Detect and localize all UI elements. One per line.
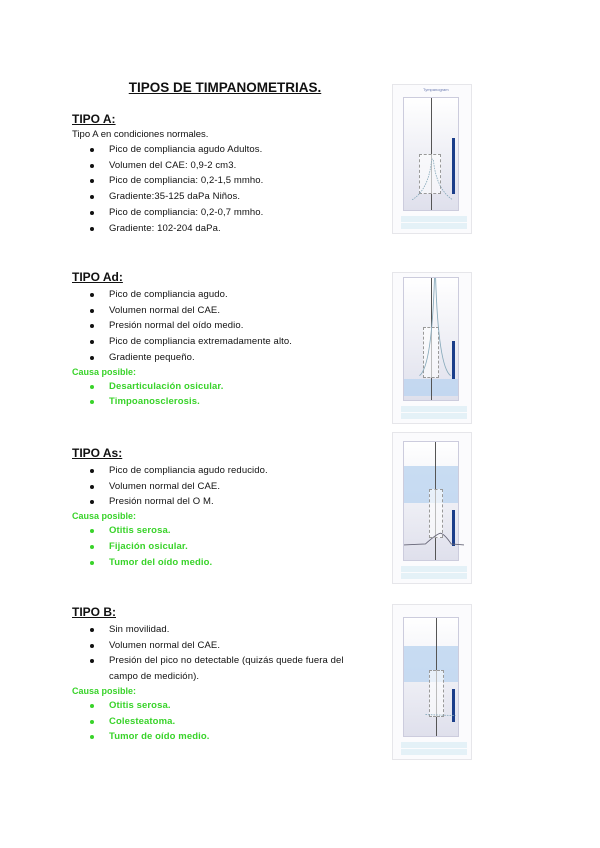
cause-item: Timpoanosclerosis.: [72, 394, 372, 410]
cause-list: [72, 379, 372, 410]
tympanogram-curve: [404, 618, 464, 736]
cause-list: [72, 698, 372, 745]
tympanogram-type-a: [392, 84, 472, 234]
cause-item: Otitis serosa.: [72, 523, 372, 539]
tympanogram-curve: [404, 442, 464, 560]
figure-footer: [401, 742, 467, 756]
list-item: Volumen normal del CAE.: [72, 638, 372, 654]
list-item: Volumen del CAE: 0,9-2 cm3.: [72, 158, 372, 174]
figure-header: Tympanogram: [423, 87, 449, 92]
cause-label: Causa posible:: [72, 366, 137, 377]
cause-item: Colesteatoma.: [72, 714, 372, 730]
section-intro: Tipo A en condiciones normales.: [72, 129, 209, 140]
section-heading: TIPO B:: [72, 605, 116, 619]
list-item: Pico de compliancia agudo Adultos.: [72, 142, 372, 158]
feature-list: [72, 463, 372, 510]
feature-list: [72, 287, 372, 366]
cause-label: Causa posible:: [72, 511, 137, 522]
figure-footer: [401, 406, 467, 420]
tympanogram-type-as: [392, 432, 472, 584]
figure-footer: [401, 216, 467, 230]
plot-area: [403, 617, 459, 737]
cause-list: [72, 523, 372, 570]
cause-item: Tumor del oído medio.: [72, 555, 372, 571]
plot-area: [403, 441, 459, 561]
plot-area: [403, 277, 459, 401]
section-tipo-b: [72, 605, 372, 745]
list-item: Gradiente: 102-204 daPa.: [72, 221, 372, 237]
list-item: Presión normal del oído medio.: [72, 318, 372, 334]
list-item: Gradiente:35-125 daPa Niños.: [72, 189, 372, 205]
plot-area: [403, 97, 459, 211]
cause-item: Fijación osicular.: [72, 539, 372, 555]
cause-label: Causa posible:: [72, 685, 137, 696]
cause-item: Desarticulación osicular.: [72, 379, 372, 395]
list-item: Pico de compliancia agudo.: [72, 287, 372, 303]
feature-list: [72, 622, 372, 685]
list-item: Pico de compliancia: 0,2-1,5 mmho.: [72, 173, 372, 189]
tympanogram-type-b: [392, 604, 472, 760]
cause-item: Tumor de oído medio.: [72, 729, 372, 745]
list-item: Presión del pico no detectable (quizás quede fuera del campo de medición).: [72, 653, 372, 684]
page-title: TIPOS DE TIMPANOMETRIAS.: [128, 80, 322, 95]
tympanogram-curve: [404, 98, 461, 210]
cause-item: Otitis serosa.: [72, 698, 372, 714]
section-tipo-a: [72, 112, 372, 236]
list-item: Pico de compliancia agudo reducido.: [72, 463, 372, 479]
section-tipo-as: [72, 446, 372, 570]
list-item: Volumen normal del CAE.: [72, 479, 372, 495]
section-heading: TIPO A:: [72, 112, 116, 126]
tympanogram-type-ad: [392, 272, 472, 424]
list-item: Presión normal del O M.: [72, 494, 372, 510]
list-item: Sin movilidad.: [72, 622, 372, 638]
feature-list: [72, 142, 372, 236]
list-item: Pico de compliancia: 0,2-0,7 mmho.: [72, 205, 372, 221]
section-heading: TIPO As:: [72, 446, 123, 460]
section-heading: TIPO Ad:: [72, 270, 123, 284]
tympanogram-curve: [404, 278, 466, 400]
section-tipo-ad: [72, 270, 372, 410]
list-item: Pico de compliancia extremadamente alto.: [72, 334, 372, 350]
list-item: Gradiente pequeño.: [72, 350, 372, 366]
list-item: Volumen normal del CAE.: [72, 303, 372, 319]
figure-footer: [401, 566, 467, 580]
